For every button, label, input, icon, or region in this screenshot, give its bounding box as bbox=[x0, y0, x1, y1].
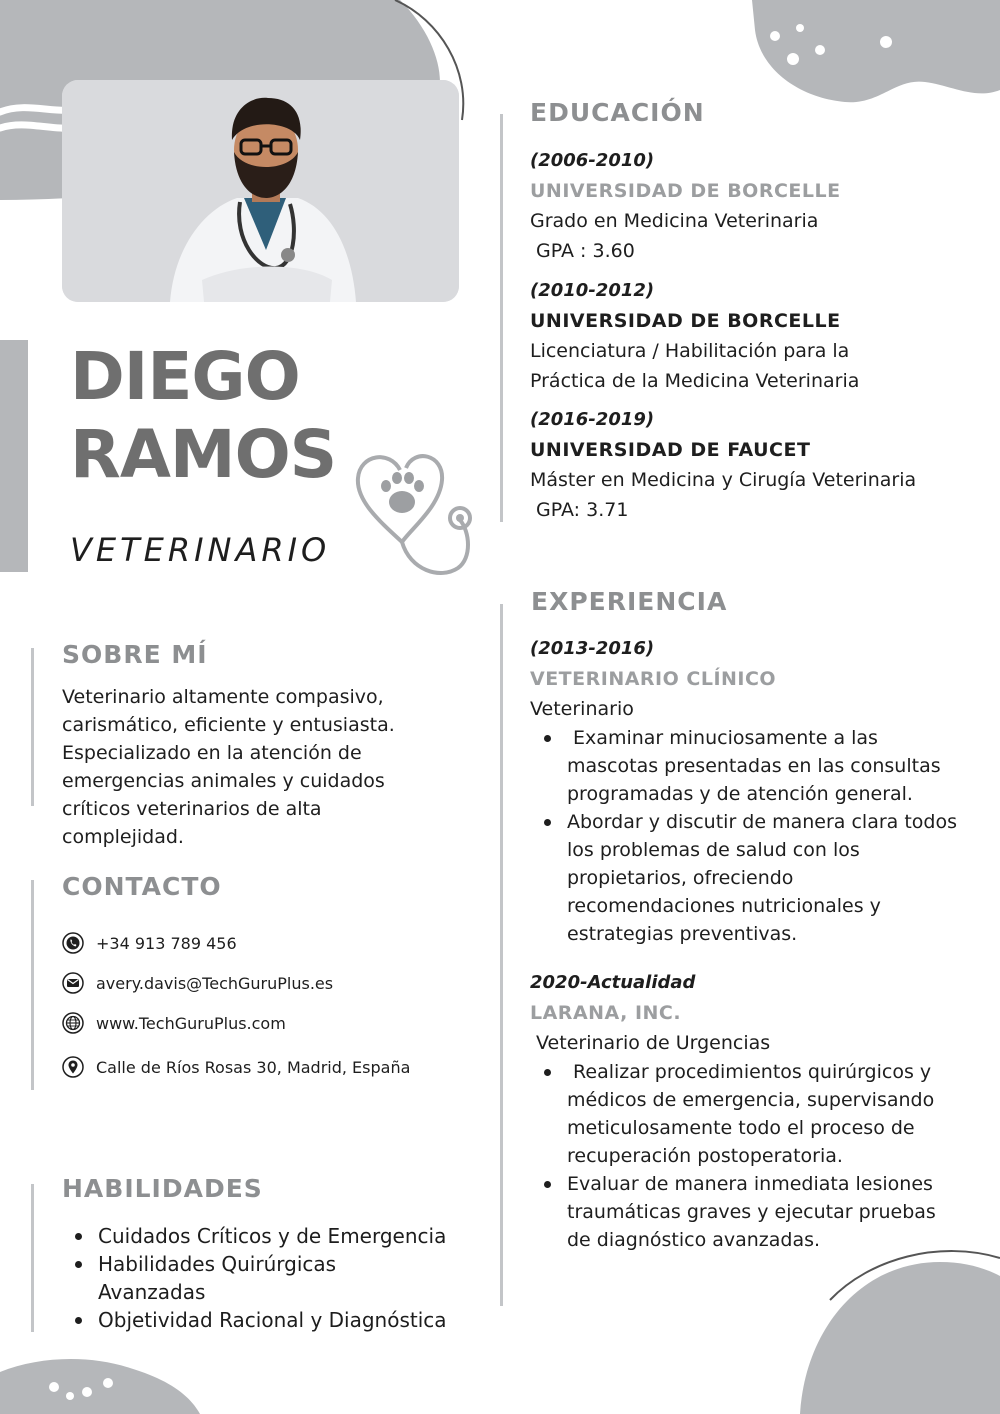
contact-phone[interactable] bbox=[62, 932, 237, 954]
education-institution: UNIVERSIDAD DE BORCELLE bbox=[530, 310, 841, 332]
education-period: (2016-2019) bbox=[530, 409, 655, 430]
email-text: avery.davis@TechGuruPlus.es bbox=[96, 973, 334, 993]
education-entry bbox=[530, 405, 970, 525]
about-line: complejidad. bbox=[62, 826, 184, 848]
bottom-left-blob bbox=[0, 1359, 200, 1414]
stethoscope-paw-icon bbox=[350, 440, 485, 585]
skill-item: Objetividad Racional y Diagnóstica bbox=[62, 1306, 462, 1334]
experience-divider bbox=[500, 604, 503, 1306]
experience-bullets bbox=[530, 1058, 958, 1254]
skill-item: Habilidades Quirúrgicas Avanzadas bbox=[62, 1250, 378, 1306]
skills-divider bbox=[31, 1184, 34, 1332]
experience-entry bbox=[530, 968, 958, 1254]
education-detail: GPA : 3.60 bbox=[530, 240, 635, 262]
experience-position: Veterinario de Urgencias bbox=[530, 1032, 771, 1054]
contact-web[interactable] bbox=[62, 1012, 286, 1034]
bottom-right-blob bbox=[800, 1262, 1000, 1414]
education-period: (2006-2010) bbox=[530, 150, 655, 171]
about-title: SOBRE MÍ bbox=[62, 640, 208, 669]
experience-bullet: Abordar y discutir de manera clara todos los problemas de salud con los propietarios, ofreciendo recomendaciones nutricionales y estrategias preventivas. bbox=[530, 808, 958, 948]
about-line: críticos veterinarios de alta bbox=[62, 798, 322, 820]
experience-bullet: Realizar procedimientos quirúrgicos y médicos de emergencia, supervisando meticulosamente todo el proceso de recuperación postoperatoria. bbox=[530, 1058, 958, 1170]
education-detail: Práctica de la Medicina Veterinaria bbox=[530, 370, 860, 392]
contact-email[interactable] bbox=[62, 972, 333, 994]
experience-company: LARANA, INC. bbox=[530, 1002, 682, 1024]
about-divider bbox=[31, 648, 34, 806]
contact-title: CONTACTO bbox=[62, 872, 222, 901]
contact-address[interactable] bbox=[62, 1056, 410, 1078]
skills-title: HABILIDADES bbox=[62, 1174, 263, 1203]
about-line: emergencias animales y cuidados bbox=[62, 770, 385, 792]
address-text: Calle de Ríos Rosas 30, Madrid, España bbox=[96, 1057, 411, 1077]
education-divider bbox=[500, 114, 503, 522]
web-text: www.TechGuruPlus.com bbox=[96, 1013, 286, 1033]
experience-bullets bbox=[530, 724, 958, 948]
name-last: RAMOS bbox=[70, 416, 337, 493]
education-detail: GPA: 3.71 bbox=[530, 499, 629, 521]
globe-icon bbox=[62, 1012, 84, 1034]
phone-text: +34 913 789 456 bbox=[96, 933, 237, 953]
location-pin-icon bbox=[62, 1056, 84, 1078]
name-accent-bar bbox=[0, 340, 28, 572]
about-line: Especializado en la atención de bbox=[62, 742, 362, 764]
about-text bbox=[62, 683, 482, 851]
education-detail: Grado en Medicina Veterinaria bbox=[530, 210, 819, 232]
name-first: DIEGO bbox=[70, 338, 300, 415]
experience-period: (2013-2016) bbox=[530, 638, 655, 659]
experience-position: Veterinario bbox=[530, 698, 634, 720]
education-institution: UNIVERSIDAD DE FAUCET bbox=[530, 439, 811, 461]
phone-icon bbox=[62, 932, 84, 954]
skills-list bbox=[62, 1222, 462, 1334]
experience-bullet: Examinar minuciosamente a las mascotas presentadas en las consultas programadas y de atención general. bbox=[530, 724, 958, 808]
education-title: EDUCACIÓN bbox=[530, 98, 705, 127]
education-entry bbox=[530, 146, 970, 266]
about-line: Veterinario altamente compasivo, bbox=[62, 686, 384, 708]
contact-divider bbox=[31, 880, 34, 1090]
candidate-name bbox=[70, 338, 336, 494]
top-right-blob bbox=[752, 0, 1000, 102]
experience-company: VETERINARIO CLÍNICO bbox=[530, 668, 777, 690]
experience-bullet: Evaluar de manera inmediata lesiones traumáticas graves y ejecutar pruebas de diagnóstico avanzadas. bbox=[530, 1170, 958, 1254]
education-entry bbox=[530, 276, 970, 396]
experience-entry bbox=[530, 634, 958, 948]
experience-period: 2020-Actualidad bbox=[530, 972, 696, 993]
profile-photo bbox=[62, 80, 459, 302]
email-icon bbox=[62, 972, 84, 994]
education-period: (2010-2012) bbox=[530, 280, 655, 301]
about-line: carismático, eficiente y entusiasta. bbox=[62, 714, 395, 736]
skill-item: Cuidados Críticos y de Emergencia bbox=[62, 1222, 462, 1250]
education-detail: Máster en Medicina y Cirugía Veterinaria bbox=[530, 469, 917, 491]
education-detail: Licenciatura / Habilitación para la bbox=[530, 340, 850, 362]
education-institution: UNIVERSIDAD DE BORCELLE bbox=[530, 180, 841, 202]
experience-title: EXPERIENCIA bbox=[531, 587, 728, 616]
job-title: VETERINARIO bbox=[70, 531, 331, 569]
